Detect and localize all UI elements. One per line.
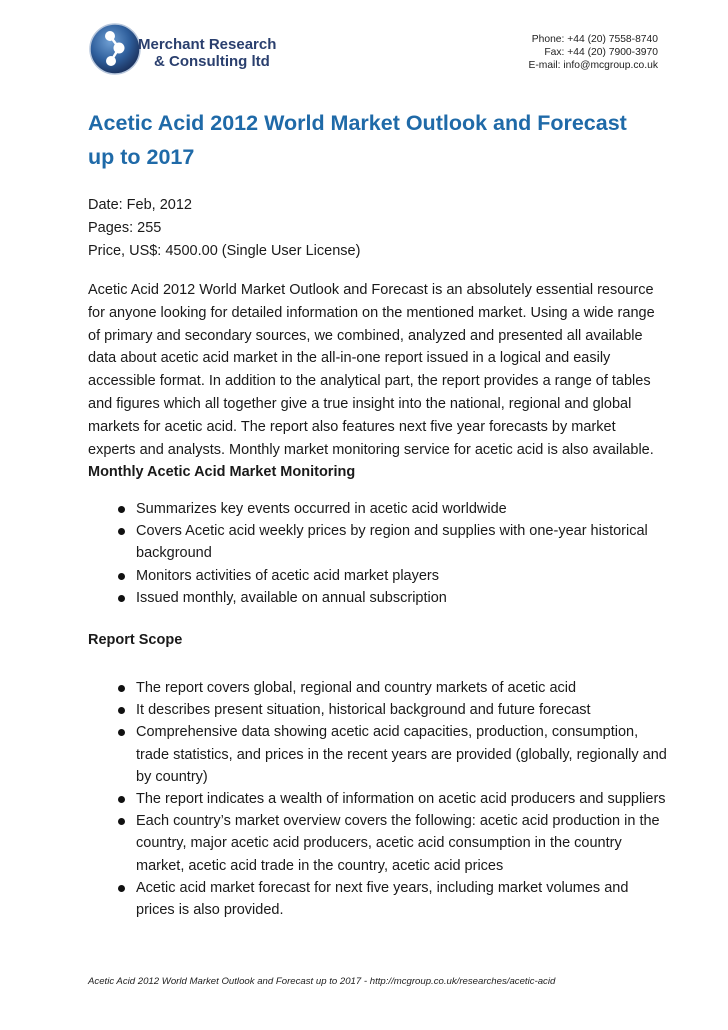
- list-item: Comprehensive data showing acetic acid capacities, production, consumption, trade statistics, and prices in the recent years are provided (globally, regionally and by country): [108, 721, 668, 788]
- intro-paragraph: [88, 279, 660, 484]
- list-item: Acetic acid market forecast for next five years, including market volumes and prices is also provided.: [108, 877, 668, 921]
- list-item: The report indicates a wealth of information on acetic acid producers and suppliers: [108, 788, 668, 810]
- bullet-icon: [118, 818, 125, 825]
- list-item: Each country’s market overview covers the following: acetic acid production in the country, major acetic acid producers, acetic acid consumption in the country market, acetic acid trade in the country, acetic acid prices: [108, 810, 668, 877]
- report-pages: Pages: 255: [88, 220, 162, 236]
- report-date: Date: Feb, 2012: [88, 197, 192, 213]
- bullet-icon: [118, 573, 125, 580]
- page-footer: Acetic Acid 2012 World Market Outlook and Forecast up to 2017 - http://mcgroup.co.uk/researches/acetic-acid: [88, 976, 556, 987]
- bullet-icon: [118, 796, 125, 803]
- logo-line-1: Merchant Research: [138, 36, 277, 53]
- page-title: Acetic Acid 2012 World Market Outlook and Forecast up to 2017: [88, 111, 627, 169]
- logo-text: [138, 36, 276, 70]
- bullet-icon: [118, 729, 125, 736]
- scope-list: [108, 677, 668, 921]
- contact-block: [529, 33, 659, 72]
- list-item: Covers Acetic acid weekly prices by region and supplies with one-year historical background: [108, 520, 668, 564]
- list-item: The report covers global, regional and country markets of acetic acid: [108, 677, 668, 699]
- monitoring-list: [108, 498, 668, 609]
- logo-emblem-icon: [88, 21, 144, 77]
- logo-line-2: & Consulting ltd: [154, 53, 270, 70]
- report-price: Price, US$: 4500.00 (Single User License): [88, 243, 361, 259]
- report-meta: [88, 194, 360, 263]
- bullet-icon: [118, 885, 125, 892]
- contact-email: E-mail: info@mcgroup.co.uk: [528, 60, 658, 71]
- monitoring-link: Monthly Acetic Acid Market Monitoring: [88, 464, 356, 481]
- list-item: Issued monthly, available on annual subscription: [108, 587, 668, 609]
- bullet-icon: [118, 506, 125, 513]
- list-item: Monitors activities of acetic acid market players: [108, 565, 668, 587]
- list-item: It describes present situation, historical background and future forecast: [108, 699, 668, 721]
- contact-phone: Phone: +44 (20) 7558-8740: [531, 34, 658, 45]
- bullet-icon: [118, 595, 125, 602]
- list-item: Summarizes key events occurred in acetic acid worldwide: [108, 498, 668, 520]
- contact-fax: Fax: +44 (20) 7900-3970: [544, 47, 658, 58]
- intro-text: Acetic Acid 2012 World Market Outlook and Forecast is an absolutely essential resource for anyone looking for detailed information on the mentioned market. Using a wide range of primary and secondary sources, we combined, analyzed and presented all available data about acetic acid market in the all-in-one report issued in a logical and easily accessible format. In addition to the analytical part, the report provides a range of tables and figures which all together give a true insight into the national, regional and global markets for acetic acid. The report also features next five year forecasts by market experts and analysts. Monthly market monitoring service for acetic acid is also available.: [88, 282, 655, 458]
- bullet-icon: [118, 685, 125, 692]
- bullet-icon: [118, 528, 125, 535]
- scope-heading: Report Scope: [88, 632, 183, 648]
- bullet-icon: [118, 707, 125, 714]
